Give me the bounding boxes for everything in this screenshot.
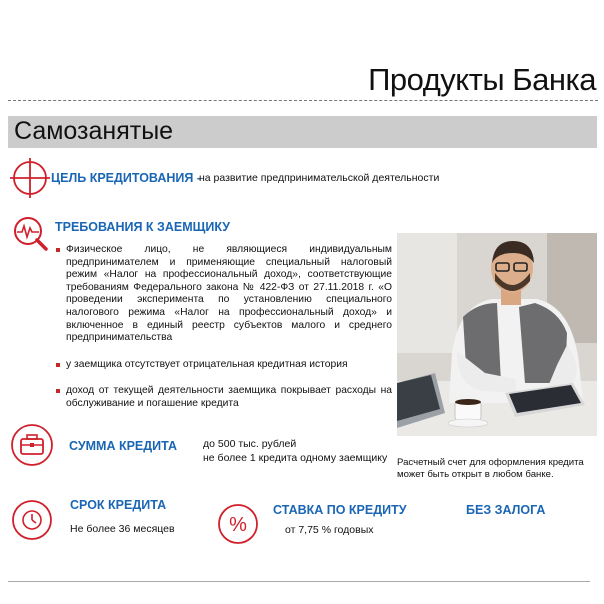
svg-text:%: % (229, 514, 247, 536)
term-heading: СРОК КРЕДИТА (70, 498, 167, 512)
amount-line-2: не более 1 кредита одному заемщику (203, 452, 388, 464)
amount-line-1: до 500 тыс. рублей (203, 438, 297, 450)
title-divider (8, 100, 598, 101)
magnifier-pulse-icon (11, 214, 49, 252)
section-title: Самозанятые (14, 117, 174, 145)
amount-heading: СУММА КРЕДИТА (69, 439, 178, 453)
requirement-item: доход от текущей деятельности заемщика покрывает расходы на обслуживание и погашение кредита (66, 385, 392, 409)
requirements-heading: ТРЕБОВАНИЯ К ЗАЕМЩИКУ (55, 220, 231, 234)
collateral-heading: БЕЗ ЗАЛОГА (466, 503, 546, 517)
requirement-item: у заемщика отсутствует отрицательная кредитная история (66, 359, 392, 372)
photo-man-with-tablet (397, 233, 597, 436)
rate-text: от 7,75 % годовых (285, 524, 374, 536)
purpose-text: на развитие предпринимательской деятельности (199, 172, 440, 184)
photo-caption: Расчетный счет для оформления кредита может быть открыт в любом банке. (397, 457, 584, 480)
crosshair-icon (9, 157, 51, 199)
briefcase-icon (10, 423, 54, 467)
bottom-divider (8, 581, 590, 582)
percent-icon (217, 503, 259, 545)
requirements-list (66, 244, 392, 425)
rate-heading: СТАВКА ПО КРЕДИТУ (273, 503, 407, 517)
page-title: Продукты Банка (368, 62, 596, 97)
clock-icon (11, 499, 53, 541)
term-text: Не более 36 месяцев (70, 523, 175, 535)
requirement-item: Физическое лицо, не являющиеся индивидуальным предпринимателем и применяющие специальный налоговый режим «Налог на профессиональный доход», соответствующие требованиям Федерального закона № 422-ФЗ от 27.11.2018 г. «О проведении эксперимента по установлению специального налогового режима «Налог на профессиональный доход» и включенное в единый реестр субъектов малого и среднего предпринимательства (66, 244, 392, 344)
purpose-heading: ЦЕЛЬ КРЕДИТОВАНИЯ - (51, 171, 201, 185)
